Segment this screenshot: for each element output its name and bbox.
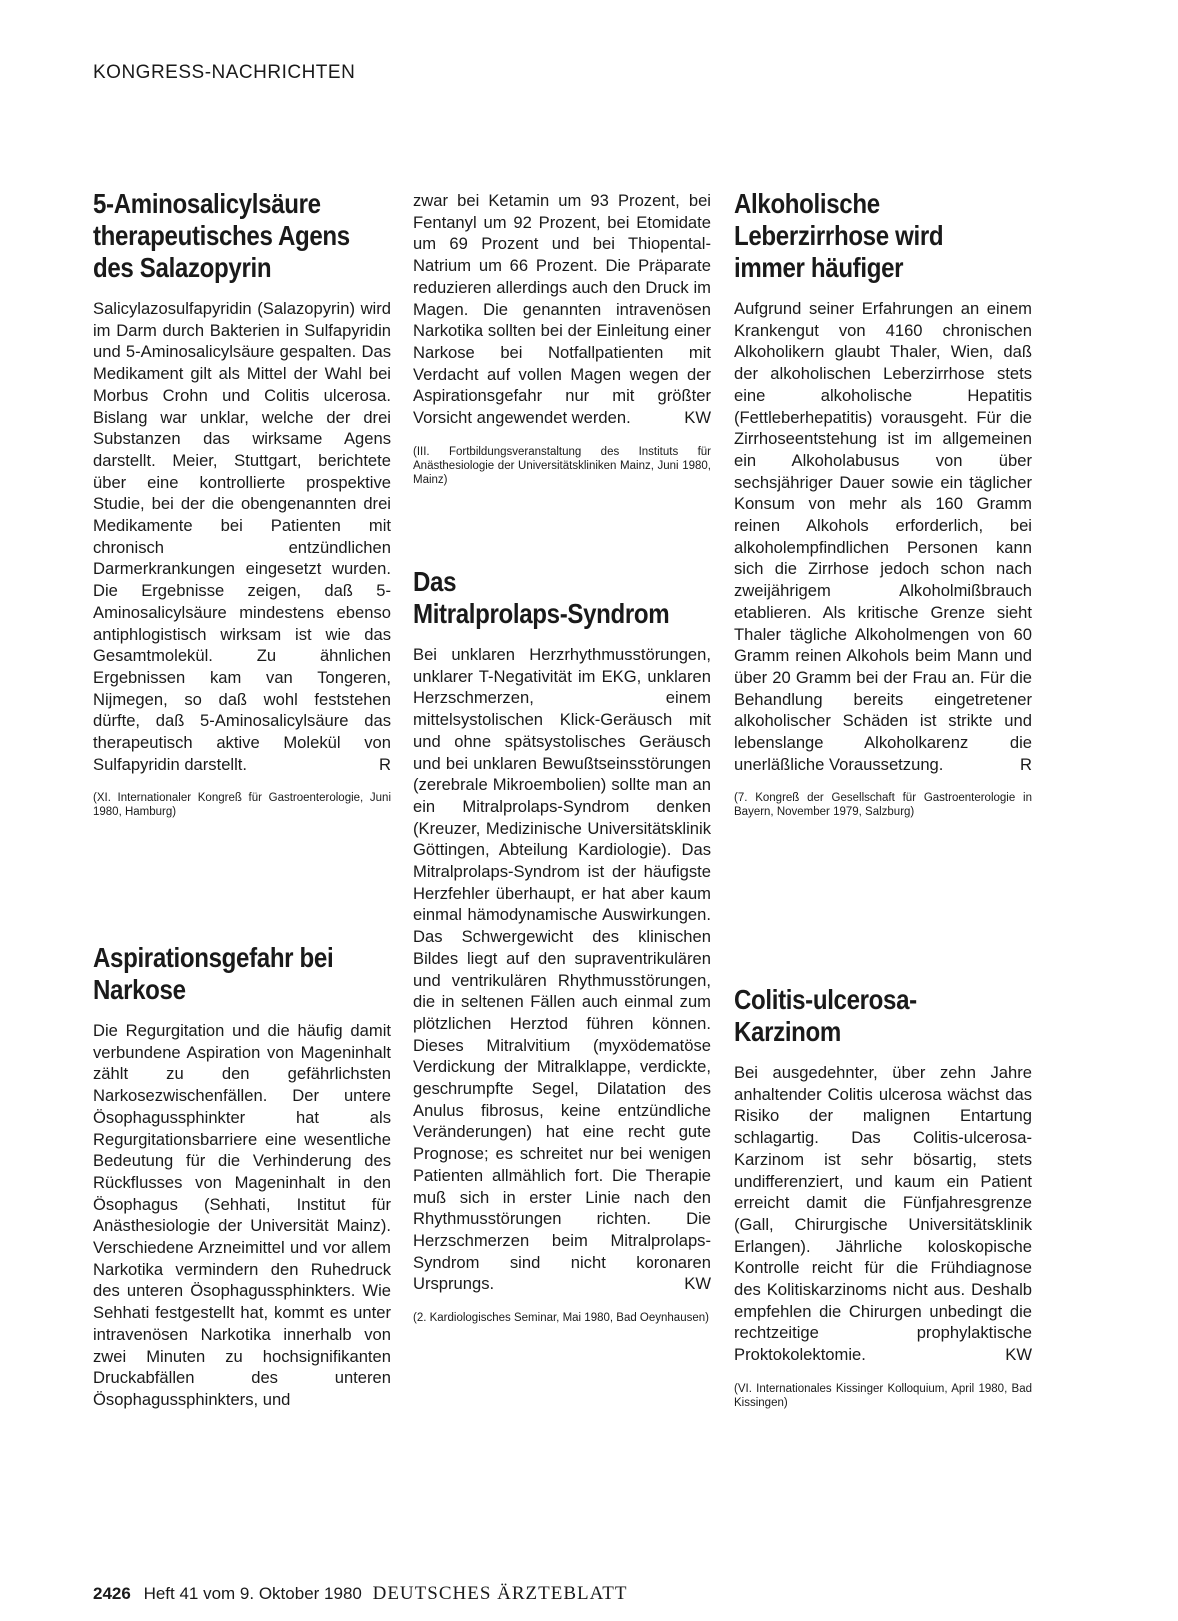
article-source: (XI. Internationaler Kongreß für Gastroenterologie, Juni 1980, Hamburg) <box>93 792 391 819</box>
article-body: Salicylazosulfapyridin (Salazopyrin) wird im Darm durch Bakterien in Sulfapyridin und 5-Aminosalicylsäure gespalten. Das Medikament gilt als Mittel der Wahl bei Morbus Crohn und Colitis ulcerosa. Bislang war unklar, welche der drei Substanzen das wirksame Agens darstellt. Meier, Stuttgart, berichtete über eine kontrollierte prospektive Studie, bei der die obengenannten drei Medikamente bei Patienten mit chronisch entzündlichen Darmerkrankungen eingesetzt wurden. Die Ergebnisse zeigen, daß 5-Aminosalicylsäure mindestens ebenso antiphlogistisch wirksam ist wie das Gesamtmolekül. Zu ähnlichen Ergebnissen kam van Tongeren, Nijmegen, so daß wohl feststehen dürfte, daß 5-Aminosalicylsäure das therapeutisch aktive Molekül von Sulfapyridin darstellt. R <box>93 299 391 774</box>
article-title: Alkoholische Leberzirrhose wird immer häufiger <box>734 188 944 283</box>
page-footer <box>93 1583 627 1605</box>
article-source: (7. Kongreß der Gesellschaft für Gastroenterologie in Bayern, November 1979, Salzburg) <box>734 792 1032 819</box>
page-number: 2426 <box>93 1584 131 1603</box>
article-mitralprolaps <box>413 566 711 1325</box>
author-signature: KW <box>1005 1345 1032 1365</box>
issue-info: Heft 41 vom 9. Oktober 1980 <box>143 1584 362 1603</box>
article-source: (2. Kardiologisches Seminar, Mai 1980, Bad Oeynhausen) <box>413 1312 709 1325</box>
article-title: 5-Aminosalicylsäure therapeutisches Agens des Salazopyrin <box>93 188 350 283</box>
article-body-continuation: zwar bei Ketamin um 93 Prozent, bei Fentanyl um 92 Prozent, bei Etomidate um 69 Prozent und bei Thiopental-Natrium um 66 Prozent. Die Präparate reduzieren allerdings auch den Druck im Magen. Die genannten intravenösen Narkotika sollten bei der Einleitung einer Narkose bei Notfallpatienten mit Verdacht auf vollen Magen wegen der Aspirationsgefahr nur mit größter Vorsicht angewendet werden. KW <box>413 191 711 428</box>
article-title: Colitis-ulcerosa- Karzinom <box>734 984 917 1047</box>
article-title: Aspirationsgefahr bei Narkose <box>93 942 334 1005</box>
journal-name: DEUTSCHES ÄRZTEBLATT <box>372 1583 628 1604</box>
author-signature: R <box>379 754 391 774</box>
author-signature: R <box>1020 754 1032 774</box>
article-body: Aufgrund seiner Erfahrungen an einem Krankengut von 4160 chronischen Alkoholikern glaubt Thaler, Wien, daß der alkoholischen Leberzirrhose stets eine alkoholische Hepatitis (Fettleberhepatitis) vorausgeht. Für die Zirrhoseentstehung ist im allgemeinen ein Alkoholabusus von über sechsjähriger Dauer sowie ein täglicher Konsum von mehr als 160 Gramm reinen Alkohols erforderlich, bei alkoholempfindlichen Personen kann sich die Zirrhose jedoch schon nach zweijährigem Alkoholmißbrauch etablieren. Als kritische Grenze sieht Thaler tägliche Alkoholmengen von 60 Gramm reinen Alkohols beim Mann und über 20 Gramm bei der Frau an. Für die Behandlung bereits eingetretener alkoholischer Schäden ist strikte und lebenslange Alkoholkarenz die unerläßliche Voraussetzung. R <box>734 299 1032 774</box>
article-aspirationsgefahr-continued <box>413 190 711 487</box>
article-aminosalicylsaeure <box>93 188 391 819</box>
section-header: KONGRESS-NACHRICHTEN <box>93 62 356 83</box>
article-aspirationsgefahr <box>93 942 391 1411</box>
article-source: (III. Fortbildungsveranstaltung des Instituts für Anästhesiologie der Universitätskliniken Mainz, Juni 1980, Mainz) <box>413 445 711 486</box>
article-body: Bei unklaren Herzrhythmusstörungen, unklarer T-Negativität im EKG, unklaren Herzschmerzen, einem mittelsystolischen Klick-Geräusch mit und ohne spätsystolisches Geräusch und bei unklaren Bewußtseinsstörungen (zerebrale Mikroembolien) sollte man an ein Mitralprolaps-Syndrom denken (Kreuzer, Medizinische Universitätsklinik Göttingen, Abteilung Kardiologie). Das Mitralprolaps-Syndrom ist der häufigste Herzfehler überhaupt, er hat aber kaum einmal hämodynamische Auswirkungen. Das Schwergewicht des klinischen Bildes liegt auf den supraventrikulären und ventrikulären Rhythmusstörungen, die in seltenen Fällen auch einmal zum plötzlichen Herztod führen können. Dieses Mitralvitium (myxödematöse Verdickung der Mitralklappe, verdickte, geschrumpfte Segel, Dilatation des Anulus fibrosus, keine entzündliche Veränderungen) hat eine recht gute Prognose; es schreitet nur bei wenigen Patienten allmählich fort. Die Therapie muß sich in erster Linie nach den Rhythmusstörungen richten. Die Herzschmerzen beim Mitralprolaps-Syndrom sind nicht koronaren Ursprungs. KW <box>413 645 711 1294</box>
article-source: (VI. Internationales Kissinger Kolloquium, April 1980, Bad Kissingen) <box>734 1382 1032 1409</box>
author-signature: KW <box>684 408 711 428</box>
article-title: Das Mitralprolaps-Syndrom <box>413 566 670 629</box>
article-body: Die Regurgitation und die häufig damit verbundene Aspiration von Mageninhalt zählt zu den gefährlichsten Narkosezwischenfällen. Der untere Ösophagussphinkter hat als Regurgitationsbarriere eine wesentliche Bedeutung für die Verhinderung des Rückflusses von Mageninhalt in den Ösophagus (Sehhati, Institut für Anästhesiologie der Universität Mainz). Verschiedene Arzneimittel und vor allem Narkotika vermindern den Ruhedruck des unteren Ösophagussphinkters. Wie Sehhati festgestellt hat, kommt es unter intravenösen Narkotika innerhalb von zwei Minuten zu hochsignifikanten Druckabfällen des unteren Ösophagussphinkters, und <box>93 1021 391 1409</box>
author-signature: KW <box>684 1274 711 1294</box>
article-body: Bei ausgedehnter, über zehn Jahre anhaltender Colitis ulcerosa wächst das Risiko der malignen Entartung schlagartig. Das Colitis-ulcerosa-Karzinom ist sehr bösartig, stets undifferenziert, und kaum ein Patient erreicht damit die Fünfjahresgrenze (Gall, Chirurgische Universitätsklinik Erlangen). Jährliche koloskopische Kontrolle reicht für die Frühdiagnose des Kolitiskarzinoms nicht aus. Deshalb empfehlen die Chirurgen unbedingt die rechtzeitige prophylaktische Proktokolektomie. KW <box>734 1063 1032 1365</box>
article-colitis-karzinom <box>734 984 1032 1410</box>
article-leberzirrhose <box>734 188 1032 819</box>
